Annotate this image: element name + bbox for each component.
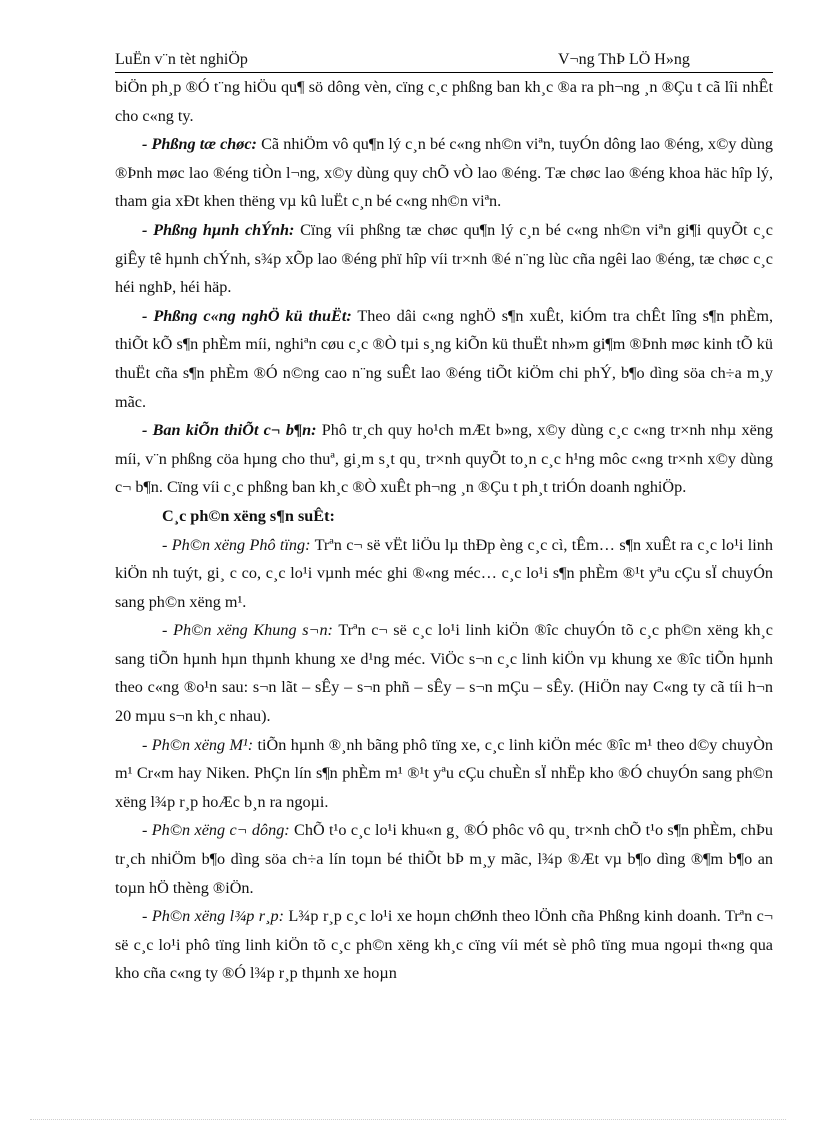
paragraph bbox=[115, 531, 773, 617]
section-heading-text: C¸c ph©n xëng s¶n suÊt: bbox=[162, 506, 335, 525]
paragraph-text: Cã nhiÖm vô qu¶n lý c¸n bé c«ng nh©n viªn, tuyÓn dông lao ®éng, x©y dùng ®Þnh møc lao ®éng tiÒn l¬ng, x©y dùng quy chÕ vÒ lao ®éng. Tæ chøc lao ®éng khoa häc hîp lý, tham gia xÐt khen thëng vµ kû luËt c¸n bé c«ng nh©n viªn. bbox=[115, 135, 774, 211]
paragraph-text: Phô tr¸ch quy ho¹ch mÆt b»ng, x©y dùng c¸c c«ng tr×nh nhµ xëng míi, v¨n phßng cöa hµng cho thuª, gi¸m s¸t qu¸ tr×nh quyÕt to¸n c¸c h¹ng môc c«ng tr×nh x©y dùng c¬ b¶n. Cïng víi c¸c phßng ban kh¸c ®Ò xuÊt ph¬ng ¸n ®Çu t ph¸t triÓn doanh nghiÖp. bbox=[115, 421, 773, 497]
header-title: LuËn v¨n tèt nghiÖp bbox=[115, 51, 248, 68]
paragraph-lead: - Ph©n xëng l¾p r¸p: bbox=[142, 907, 284, 926]
paragraph bbox=[115, 73, 773, 130]
paragraph bbox=[115, 216, 773, 302]
paragraph bbox=[115, 816, 773, 902]
document-body bbox=[115, 73, 773, 988]
paragraph-text: Cïng víi phßng tæ chøc qu¶n lý c¸n bé c«ng nh©n viªn gi¶i quyÕt c¸c giÊy tê hµnh chÝnh, s¾p xÕp lao ®éng phï hîp víi tr×nh ®é n¨ng lùc cña ngêi lao ®éng, tæ chøc c¸c héi nghÞ, héi häp. bbox=[115, 220, 773, 297]
paragraph bbox=[115, 302, 773, 416]
paragraph-text: biÖn ph¸p ®Ó t¨ng hiÖu qu¶ sö dông vèn, cïng c¸c phßng ban kh¸c ®a ra ph¬ng ¸n ®Çu t cã lîi nhÊt cho c«ng ty. bbox=[115, 78, 773, 125]
page-bottom-divider bbox=[30, 1119, 786, 1120]
paragraph bbox=[115, 616, 773, 730]
paragraph-text: Theo dâi c«ng nghÖ s¶n xuÊt, kiÓm tra chÊt lîng s¶n phÈm, thiÕt kÕ s¶n phÈm míi, nghiªn cøu c¸c ®Ò tµi s¸ng kiÕn kü thuËt nh»m gi¶m ®Þnh møc kinh tÕ kü thuËt cña s¶n phÈm ®Ó n©ng cao n¨ng suÊt lao ®éng tiÕt kiÖm chi phÝ, b¶o dìng söa ch÷a m¸y mãc. bbox=[115, 306, 773, 411]
paragraph-text: tiÕn hµnh ®¸nh bãng phô tïng xe, c¸c linh kiÖn méc ®îc m¹ theo d©y chuyÒn m¹ Cr«m hay Niken. PhÇn lín s¶n phÈm m¹ ®¹t yªu cÇu chuÈn sÏ nhËp kho ®Ó chuyÓn sang ph©n xëng l¾p r¸p hoÆc b¸n ra ngoµi. bbox=[115, 735, 774, 811]
paragraph-lead: - Ph©n xëng c¬ dông: bbox=[142, 821, 290, 840]
document-page bbox=[115, 48, 773, 988]
header-author: V¬ng ThÞ LÖ H»ng bbox=[558, 51, 690, 68]
paragraph-lead: - Ph©n xëng Phô tïng: bbox=[162, 535, 311, 554]
paragraph-text: ChÕ t¹o c¸c lo¹i khu«n g¸ ®Ó phôc vô qu¸ tr×nh chÕ t¹o s¶n phÈm, chÞu tr¸ch nhiÖm b¶o dìng söa ch÷a lín toµn bé thiÕt bÞ m¸y mãc, l¾p ®Æt vµ b¶o dìng ®¶m b¶o an toµn hÖ thèng ®iÖn. bbox=[115, 821, 773, 897]
paragraph-text: L¾p r¸p c¸c lo¹i xe hoµn chØnh theo lÖnh cña Phßng kinh doanh. Trªn c¬ së c¸c lo¹i phô tïng linh kiÖn tõ c¸c ph©n xëng kh¸c cïng víi mét sè phô tïng mua ngoµi th«ng qua kho cña c«ng ty ®Ó l¾p r¸p thµnh xe hoµn bbox=[115, 907, 773, 983]
paragraph-lead: - Phßng c«ng nghÖ kü thuËt: bbox=[142, 306, 352, 325]
paragraph bbox=[115, 902, 773, 988]
paragraph-lead: - Phßng hµnh chÝnh: bbox=[142, 220, 295, 239]
paragraph-text: Trªn c¬ së c¸c lo¹i linh kiÖn ®îc chuyÓn tõ c¸c ph©n xëng kh¸c sang tiÕn hµnh hµn thµnh khung xe d¹ng méc. ViÖc s¬n c¸c linh kiÖn vµ khung xe ®îc tiÕn hµnh theo c«ng ®o¹n sau: s¬n lãt – sÊy – s¬n phñ – sÊy – s¬n mÇu – sÊy. (HiÖn nay C«ng ty cã tíi h¬n 20 mµu s¬n kh¸c nhau). bbox=[115, 621, 773, 726]
paragraph bbox=[115, 416, 773, 502]
paragraph bbox=[115, 130, 773, 216]
paragraph-lead: - Ph©n xëng M¹: bbox=[142, 735, 254, 754]
running-header bbox=[115, 48, 773, 73]
paragraph-lead: - Ph©n xëng Khung s¬n: bbox=[162, 621, 333, 640]
paragraph-lead: - Ban kiÕn thiÕt c¬ b¶n: bbox=[142, 421, 317, 440]
paragraph-lead: - Phßng tæ chøc: bbox=[142, 135, 257, 154]
paragraph-text: Trªn c¬ së vËt liÖu lµ thÐp èng c¸c cì, tÊm… s¶n xuÊt ra c¸c lo¹i linh kiÖn nh tuýt, gi¸ c co, c¸c lo¹i vµnh méc ghi ®«ng méc… c¸c lo¹i s¶n phÈm ®¹t yªu cÇu sÏ chuyÓn sang ph©n xëng m¹. bbox=[115, 535, 773, 611]
paragraph bbox=[115, 731, 773, 817]
section-heading bbox=[115, 502, 773, 531]
